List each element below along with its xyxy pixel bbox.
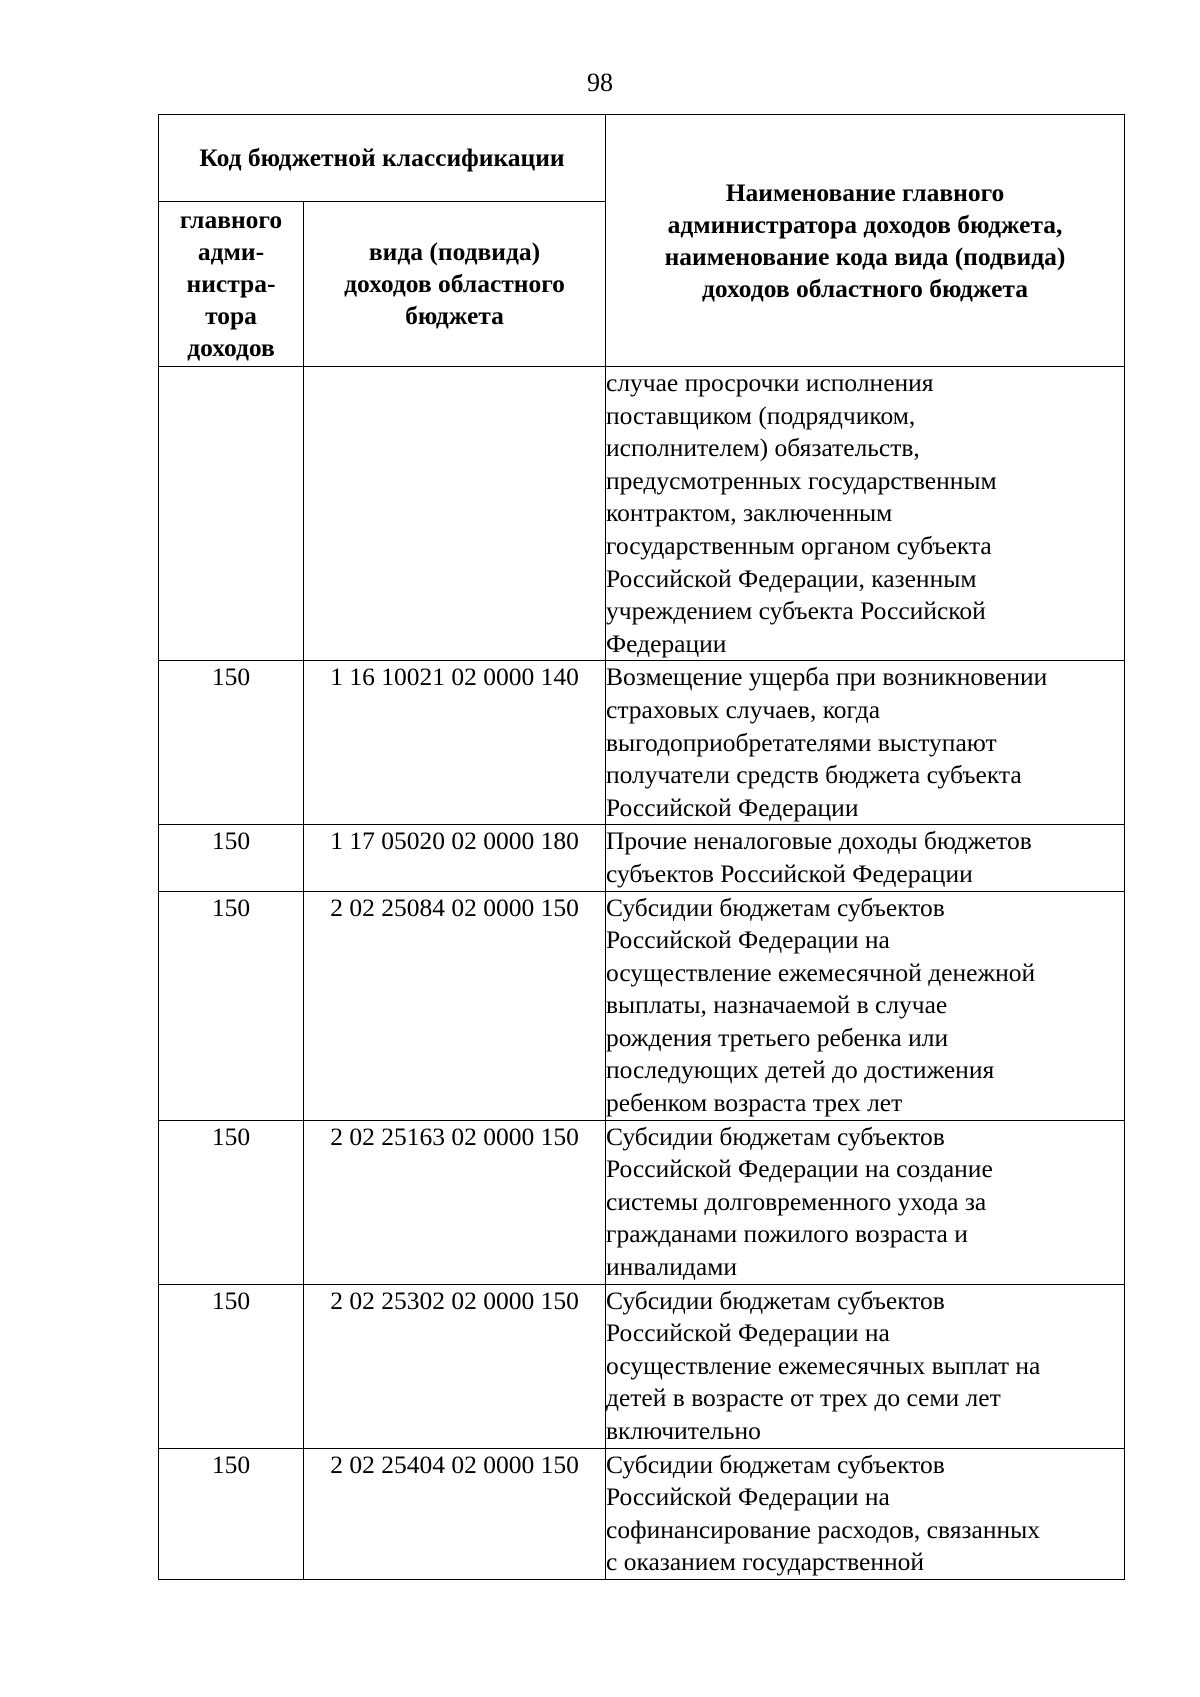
header-income-type <box>304 202 606 367</box>
income-name-line: осуществление ежемесячной денежной <box>606 957 1036 987</box>
income-name-line: системы долговременного ухода за <box>606 1186 987 1216</box>
header-income-type-line: доходов областного <box>344 269 565 298</box>
income-name-line: случае просрочки исполнения <box>606 368 934 397</box>
header-name-line: наименование кода вида (подвида) <box>664 241 1066 271</box>
header-admin <box>159 202 304 367</box>
income-code-cell: 2 02 25163 02 0000 150 <box>304 1120 606 1284</box>
income-name-cell <box>606 1120 1125 1284</box>
table-row <box>159 1448 1125 1579</box>
income-name-line: получатели средств бюджета субъекта <box>606 760 1022 790</box>
table-header <box>159 115 1125 367</box>
income-name-cell <box>606 1284 1125 1448</box>
income-name-cell <box>606 367 1125 661</box>
income-name-line: последующих детей до достижения <box>606 1055 995 1085</box>
header-name-line: администратора доходов бюджета, <box>667 209 1063 239</box>
header-income-type-line: вида (подвида) <box>368 237 541 266</box>
income-name-cell <box>606 1448 1125 1579</box>
income-name-line: ребенком возраста трех лет <box>606 1088 903 1118</box>
income-name-line: с оказанием государственной <box>606 1547 925 1577</box>
table-row <box>159 825 1125 891</box>
income-name-cell <box>606 891 1125 1120</box>
income-code-cell: 2 02 25084 02 0000 150 <box>304 891 606 1120</box>
admin-code-cell: 150 <box>159 1120 304 1284</box>
income-name-line: включительно <box>606 1416 761 1445</box>
income-name-line: Российской Федерации на <box>606 1318 890 1348</box>
income-name-line: детей в возрасте от трех до семи лет <box>606 1383 1001 1413</box>
income-name-line: Российской Федерации на создание <box>606 1154 993 1184</box>
income-name-line: контрактом, заключенным <box>606 498 893 528</box>
income-name-line: софинансирование расходов, связанных <box>606 1514 1040 1544</box>
budget-classification-table <box>158 114 1125 1580</box>
income-code-cell: 2 02 25302 02 0000 150 <box>304 1284 606 1448</box>
income-name-line: инвалидами <box>606 1252 737 1282</box>
header-admin-line: тора <box>205 301 257 330</box>
admin-code-cell: 150 <box>159 825 304 891</box>
income-name-line: Прочие неналоговые доходы бюджетов <box>606 826 1032 856</box>
header-admin-line: доходов <box>187 333 275 362</box>
admin-code-cell: 150 <box>159 1284 304 1448</box>
admin-code-cell <box>159 367 304 661</box>
header-name-line: Наименование главного <box>725 177 1005 207</box>
income-name-line: Российской Федерации <box>606 792 859 822</box>
income-name-line: выгодоприобретателями выступают <box>606 727 997 757</box>
table-row <box>159 661 1125 825</box>
income-name-line: Российской Федерации на <box>606 1482 890 1512</box>
income-name-line: страховых случаев, когда <box>606 694 881 724</box>
income-name-line: Возмещение ущерба при возникновении <box>606 662 1048 692</box>
income-name-line: Субсидии бюджетам субъектов <box>606 892 945 922</box>
table-row <box>159 1120 1125 1284</box>
page-number: 98 <box>587 68 613 97</box>
income-name-line: поставщиком (подрядчиком, <box>606 400 916 430</box>
header-kbk: Код бюджетной классификации <box>159 115 606 202</box>
income-name-line: Российской Федерации, казенным <box>606 563 977 593</box>
income-code-cell: 2 02 25404 02 0000 150 <box>304 1448 606 1579</box>
income-name-line: субъектов Российской Федерации <box>606 858 973 888</box>
header-name-line: доходов областного бюджета <box>702 273 1028 303</box>
table-body <box>159 367 1125 1580</box>
income-name-line: гражданами пожилого возраста и <box>606 1219 968 1249</box>
income-name-cell <box>606 825 1125 891</box>
income-code-cell <box>304 367 606 661</box>
header-name <box>606 115 1125 367</box>
income-name-line: учреждением субъекта Российской <box>606 596 986 626</box>
income-name-line: осуществление ежемесячных выплат на <box>606 1350 1041 1380</box>
income-name-line: Субсидии бюджетам субъектов <box>606 1121 945 1151</box>
income-name-line: Субсидии бюджетам субъектов <box>606 1449 945 1479</box>
income-code-cell: 1 17 05020 02 0000 180 <box>304 825 606 891</box>
admin-code-cell: 150 <box>159 1448 304 1579</box>
income-name-line: предусмотренных государственным <box>606 465 997 495</box>
admin-code-cell: 150 <box>159 891 304 1120</box>
income-code-cell: 1 16 10021 02 0000 140 <box>304 661 606 825</box>
header-admin-line: главного <box>179 205 283 234</box>
admin-code-cell: 150 <box>159 661 304 825</box>
income-name-line: Российской Федерации на <box>606 925 890 955</box>
header-admin-line: адми- <box>197 237 265 266</box>
header-income-type-line: бюджета <box>405 301 504 330</box>
income-name-line: исполнителем) обязательств, <box>606 433 920 463</box>
income-name-line: рождения третьего ребенка или <box>606 1022 949 1052</box>
income-name-line: выплаты, назначаемой в случае <box>606 990 948 1020</box>
income-name-line: государственным органом субъекта <box>606 530 992 560</box>
table-row <box>159 891 1125 1120</box>
table-row <box>159 1284 1125 1448</box>
income-name-line: Федерации <box>606 628 727 658</box>
income-name-line: Субсидии бюджетам субъектов <box>606 1285 945 1315</box>
income-name-cell <box>606 661 1125 825</box>
header-admin-line: нистра- <box>186 269 276 298</box>
table-row <box>159 367 1125 661</box>
